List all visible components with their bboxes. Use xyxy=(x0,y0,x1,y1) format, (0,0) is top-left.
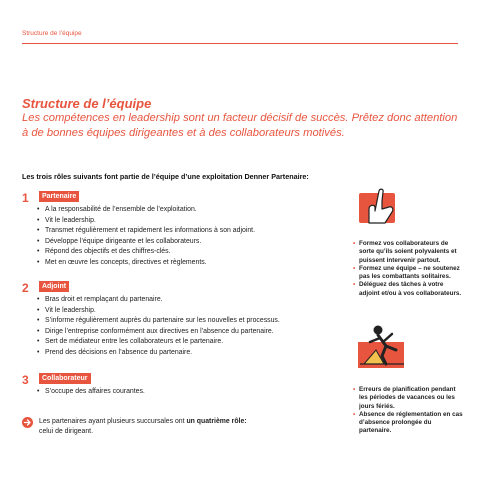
role-number: 1 xyxy=(22,191,29,205)
tip-item: • Déléguez des tâches à votre adjoint et/ou à vos collaborateurs. xyxy=(353,281,465,298)
tripping-person-icon xyxy=(356,320,408,370)
list-item: • Dirige l’entreprise conformément aux directives en l’absence du partenaire. xyxy=(37,327,280,338)
list-item: • Transmet régulièrement et rapidement les informations à son adjoint. xyxy=(37,226,255,237)
tips-list xyxy=(353,240,465,298)
arrow-right-icon xyxy=(22,417,33,428)
role-label: Partenaire xyxy=(39,191,79,202)
warning-item: • Erreurs de planification pendant les périodes de vacances ou les jours fériés. xyxy=(353,386,465,411)
list-item: • Répond des objectifs et des chiffres-clés. xyxy=(37,247,255,258)
role-label: Collaborateur xyxy=(39,373,91,384)
multi-branch-note xyxy=(39,417,247,436)
list-item: • Bras droit et remplaçant du partenaire. xyxy=(37,295,280,306)
list-item: • Prend des décisions en l’absence du partenaire. xyxy=(37,348,280,359)
role-items xyxy=(37,295,280,359)
role-items xyxy=(37,205,255,269)
list-item: • Vit le leadership. xyxy=(37,306,280,317)
note-emphasis: un quatrième rôle: xyxy=(186,418,247,425)
note-text-after: celui de dirigeant. xyxy=(39,427,94,435)
warnings-list xyxy=(353,386,465,436)
intro-text: Les compétences en leadership sont un facteur décisif de succès. Prêtez donc attention à de bonnes équipes dirigeantes et à des collaborateurs motivés. xyxy=(22,112,458,139)
list-item: • S’occupe des affaires courantes. xyxy=(37,387,145,398)
list-item: • A la responsabilité de l’ensemble de l’exploitation. xyxy=(37,205,255,216)
header-divider xyxy=(22,43,458,44)
list-item: • Vit le leadership. xyxy=(37,216,255,227)
list-item: • Développe l’équipe dirigeante et les collaborateurs. xyxy=(37,237,255,248)
tip-item: • Formez vos collaborateurs de sorte qu’ils soient polyvalents et puissent intervenir partout. xyxy=(353,240,465,265)
page-title: Structure de l’équipe xyxy=(22,96,152,111)
role-number: 3 xyxy=(22,373,29,387)
roles-lead-text: Les trois rôles suivants font partie de l’équipe d’une exploitation Denner Partenaire: xyxy=(22,172,309,181)
pointing-hand-icon xyxy=(355,183,405,225)
list-item: • Met en œuvre les concepts, directives et règlements. xyxy=(37,258,255,269)
header-label: Structure de l’équipe xyxy=(22,30,82,37)
role-items xyxy=(37,387,145,398)
note-text-before: Les partenaires ayant plusieurs succursales ont xyxy=(39,418,187,425)
role-number: 2 xyxy=(22,281,29,295)
list-item: • Sert de médiateur entre les collaborateurs et le partenaire. xyxy=(37,337,280,348)
list-item: • S’informe régulièrement auprès du partenaire sur les nouvelles et processus. xyxy=(37,316,280,327)
role-label: Adjoint xyxy=(39,281,69,292)
warning-item: • Absence de réglementation en cas d’absence prolongée du partenaire. xyxy=(353,411,465,436)
tip-item: • Formez une équipe – ne soutenez pas les combattants solitaires. xyxy=(353,265,465,282)
